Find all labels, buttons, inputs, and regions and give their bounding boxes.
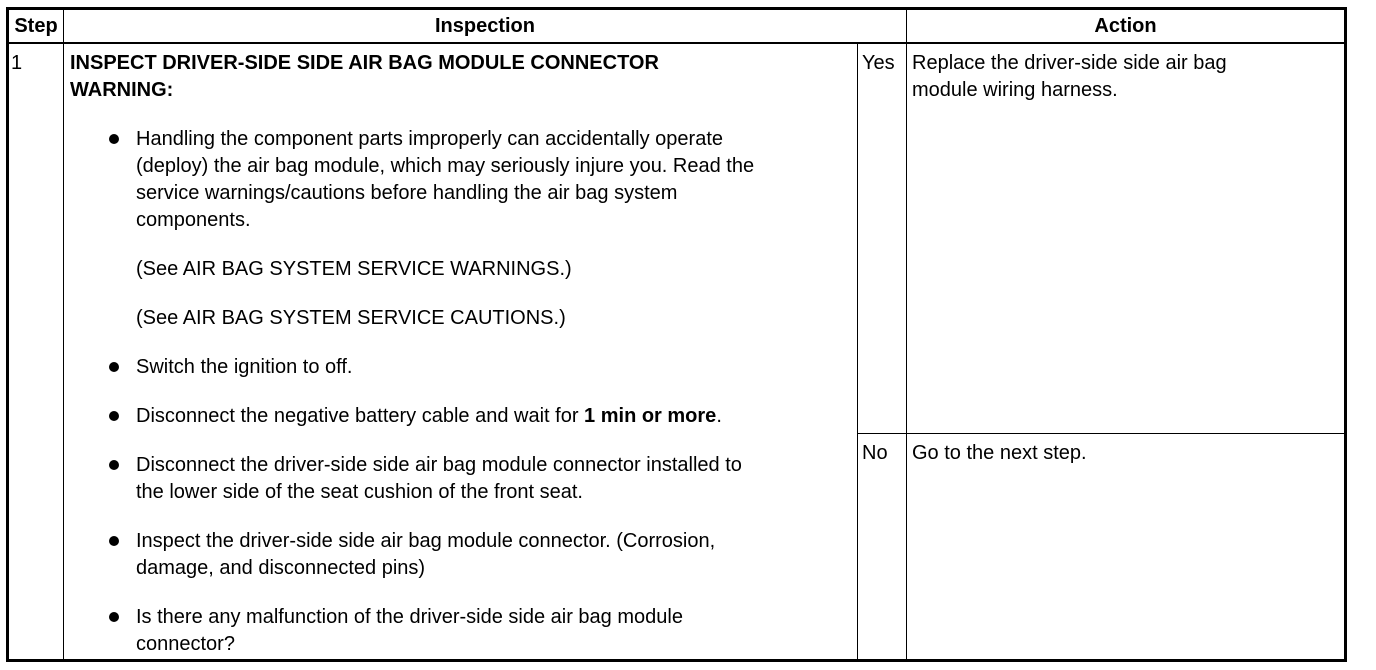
wait-time: 1 min or more xyxy=(584,405,717,427)
bullet-item-battery xyxy=(136,403,722,430)
warning-label: WARNING: xyxy=(70,79,174,101)
header-action: Action xyxy=(1094,15,1157,37)
bullet-line: Inspect the driver-side side air bag module connector. (Corrosion, xyxy=(136,530,716,552)
bullet-icon xyxy=(109,536,119,546)
yes-action-continued: module wiring harness. xyxy=(912,79,1118,101)
step-number: 1 xyxy=(11,52,23,74)
header-step: Step xyxy=(14,15,58,37)
no-label: No xyxy=(862,442,888,464)
bullet-line: service warnings/cautions before handling the air bag system xyxy=(136,182,678,204)
bullet-line: Disconnect the driver-side side air bag module connector installed to xyxy=(136,454,742,476)
bullet-line: connector? xyxy=(136,633,235,655)
no-action: Go to the next step. xyxy=(912,442,1087,464)
bullet-line: Handling the component parts improperly can accidentally operate xyxy=(136,128,724,150)
ref-service-warnings: (See AIR BAG SYSTEM SERVICE WARNINGS.) xyxy=(136,258,572,280)
bullet-icon xyxy=(109,411,119,421)
bullet-line: damage, and disconnected pins) xyxy=(136,557,426,579)
bullet-icon xyxy=(109,362,119,372)
bullet-icon xyxy=(109,134,119,144)
column-divider-inspection xyxy=(906,7,907,662)
yes-no-divider xyxy=(857,433,1347,434)
bullet-line: (deploy) the air bag module, which may seriously injure you. Read the xyxy=(136,155,755,177)
battery-text-end: . xyxy=(716,405,722,427)
header-inspection: Inspection xyxy=(434,15,535,37)
bullet-icon xyxy=(109,460,119,470)
inspection-title: INSPECT DRIVER-SIDE SIDE AIR BAG MODULE CONNECTOR xyxy=(70,52,659,74)
yes-action: Replace the driver-side side air bag xyxy=(912,52,1227,74)
header-divider xyxy=(6,42,1347,44)
bullet-item-ignition: Switch the ignition to off. xyxy=(136,356,353,378)
yes-label: Yes xyxy=(862,52,895,74)
column-divider-yes-no xyxy=(857,43,858,662)
bullet-line: the lower side of the seat cushion of the front seat. xyxy=(136,481,583,503)
bullet-line: Is there any malfunction of the driver-side side air bag module xyxy=(136,606,683,628)
bullet-line: components. xyxy=(136,209,251,231)
ref-service-cautions: (See AIR BAG SYSTEM SERVICE CAUTIONS.) xyxy=(136,307,566,329)
bullet-icon xyxy=(109,612,119,622)
battery-text: Disconnect the negative battery cable and wait for xyxy=(136,405,585,427)
column-divider-step xyxy=(63,7,64,662)
